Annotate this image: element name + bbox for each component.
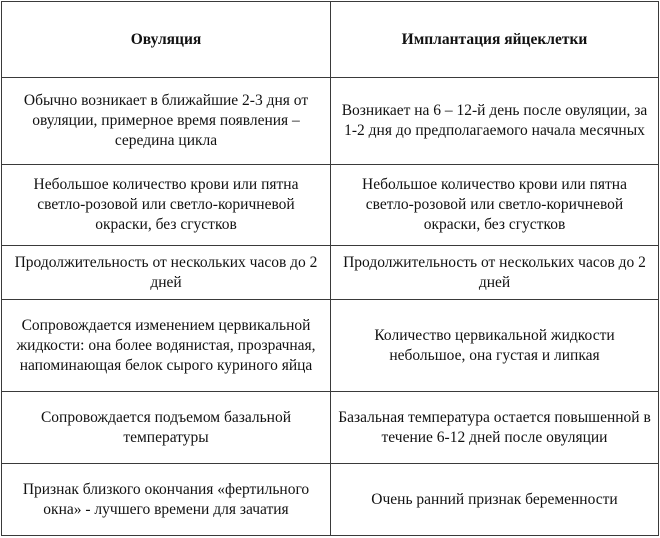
header-implantation: Имплантация яйцеклетки	[331, 2, 659, 78]
comparison-table	[1, 1, 659, 536]
header-ovulation: Овуляция	[2, 2, 331, 78]
table-row	[2, 78, 659, 165]
cell-implantation: Очень ранний признак беременности	[331, 464, 659, 536]
cell-ovulation: Сопровождается подъемом базальной температуры	[2, 392, 331, 464]
cell-implantation: Возникает на 6 – 12-й день после овуляции, за 1-2 дня до предполагаемого начала месячных	[331, 78, 659, 165]
table-row	[2, 464, 659, 536]
cell-ovulation: Обычно возникает в ближайшие 2-3 дня от овуляции, примерное время появления – середина цикла	[2, 78, 331, 165]
table-row	[2, 392, 659, 464]
cell-implantation: Продолжительность от нескольких часов до 2 дней	[331, 246, 659, 300]
cell-ovulation: Небольшое количество крови или пятна светло-розовой или светло-коричневой окраски, без сгустков	[2, 165, 331, 246]
table-row	[2, 246, 659, 300]
cell-ovulation: Признак близкого окончания «фертильного окна» - лучшего времени для зачатия	[2, 464, 331, 536]
table-row	[2, 300, 659, 392]
cell-implantation: Базальная температура остается повышенной в течение 6-12 дней после овуляции	[331, 392, 659, 464]
cell-ovulation: Продолжительность от нескольких часов до 2 дней	[2, 246, 331, 300]
table-row	[2, 165, 659, 246]
cell-implantation: Количество цервикальной жидкости небольшое, она густая и липкая	[331, 300, 659, 392]
cell-implantation: Небольшое количество крови или пятна светло-розовой или светло-коричневой окраски, без сгустков	[331, 165, 659, 246]
cell-ovulation: Сопровождается изменением цервикальной жидкости: она более водянистая, прозрачная, напоминающая белок сырого куриного яйца	[2, 300, 331, 392]
table-header-row	[2, 2, 659, 78]
